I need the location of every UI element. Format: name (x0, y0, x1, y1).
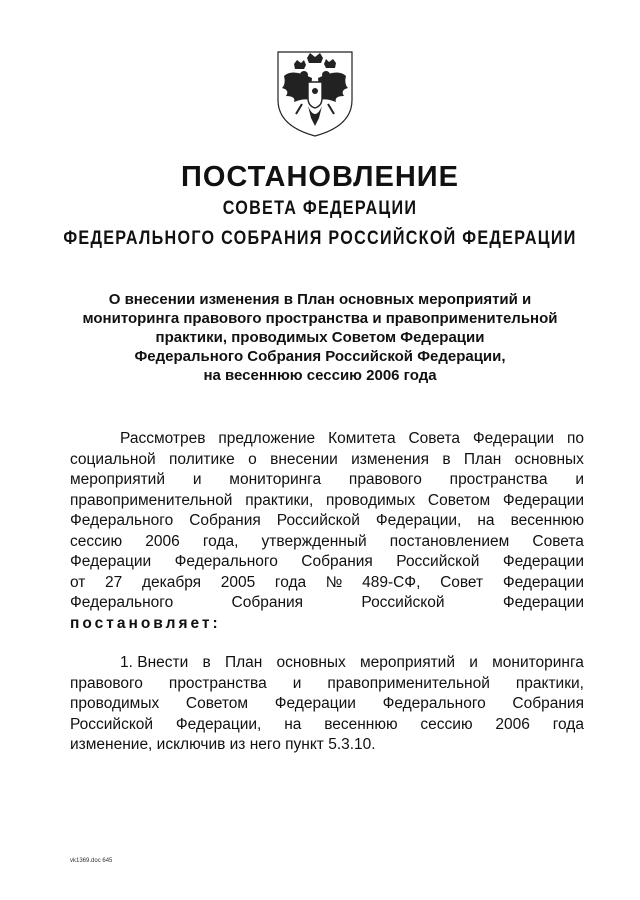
word: Федерации (274, 695, 356, 712)
word: Федерального (70, 594, 174, 611)
word: предложение (218, 430, 316, 447)
word: изменения (351, 450, 429, 468)
word: утвержденный (261, 532, 367, 550)
word: весеннюю (510, 512, 584, 529)
word: Советом (185, 695, 249, 712)
word: и (469, 654, 478, 671)
word: Советом (427, 491, 491, 509)
word: на (284, 715, 302, 733)
text-line (70, 715, 584, 736)
word: Собрания (189, 512, 261, 529)
text-line (70, 653, 584, 674)
russian-coat-of-arms-icon (272, 48, 358, 138)
word: и (575, 471, 584, 488)
text-line (70, 552, 584, 573)
word: Российской (396, 553, 480, 570)
word: № (325, 573, 343, 591)
word: Федерации (502, 553, 584, 570)
file-reference: vk1369.doc 645 (70, 858, 113, 864)
word: внесении (270, 450, 338, 468)
word: Комитета (328, 430, 396, 447)
word: Собрания (512, 695, 584, 712)
document-subject (60, 290, 580, 385)
word: Совета (408, 430, 461, 447)
subject-line: практики, проводимых Советом Федерации (155, 329, 485, 346)
word: пространства (449, 471, 548, 488)
word: о (248, 450, 257, 468)
word: 2005 (220, 573, 256, 591)
word: Федерации (502, 594, 584, 611)
word: Рассмотрев (120, 430, 206, 447)
word: проводимых (325, 491, 416, 509)
subject-line: О внесении изменения в План основных мероприятий и (108, 291, 532, 308)
word: Российской (70, 715, 154, 733)
subject-line: Федерального Собрания Российской Федерации, (134, 348, 506, 365)
word: года (552, 715, 584, 733)
word: Совета (532, 532, 584, 550)
text-line (70, 573, 584, 594)
word: в (202, 654, 211, 671)
text-line (70, 450, 584, 471)
word: года, (202, 532, 239, 550)
word: 27 (105, 573, 123, 591)
resolves-word: постановляет: (70, 614, 221, 632)
word: Собрания (301, 553, 373, 570)
word: План (463, 450, 502, 468)
word: и (292, 674, 302, 692)
word: сессию (420, 715, 473, 733)
word: от (70, 573, 86, 591)
text-line (70, 491, 584, 512)
text-line (70, 470, 584, 491)
word: пространства (168, 674, 267, 692)
word: Федерации (472, 430, 555, 447)
clause-1-last-line: изменение, исключив из него пункт 5.3.10. (70, 736, 376, 753)
word: Совет (440, 573, 484, 591)
word: Федерального (382, 695, 486, 712)
subject-line: на весеннюю сессию 2006 года (203, 367, 437, 384)
word: по (566, 430, 584, 447)
subject-line: мониторинга правового пространства и правоприменительной (82, 310, 558, 327)
word: Федерального (70, 512, 174, 529)
word: практики, (245, 491, 314, 509)
word: социальной (70, 450, 156, 468)
resolves-line (70, 614, 584, 635)
word: основных (276, 654, 346, 671)
word: политике (169, 450, 235, 468)
word: Федерации (70, 553, 152, 570)
word: на (477, 512, 495, 529)
word: Федерального (174, 553, 278, 570)
word: Федерации (502, 573, 584, 591)
preamble-paragraph (70, 429, 584, 634)
word: и (192, 471, 202, 488)
word: сессию (70, 532, 123, 550)
word: Федерации, (375, 512, 462, 529)
word: мероприятий (360, 654, 455, 671)
word: мероприятий (70, 471, 165, 488)
clause-1-paragraph (70, 653, 584, 756)
word: 489-СФ, (362, 573, 421, 591)
word: Федерации (502, 491, 584, 509)
word: проводимых (70, 695, 160, 712)
word: декабря (141, 573, 202, 591)
text-line (70, 511, 584, 532)
word: Собрания (231, 594, 304, 611)
issuer-line-1: СОВЕТА ФЕДЕРАЦИИ (222, 198, 418, 219)
text-line (70, 532, 584, 553)
word: правового (348, 471, 422, 488)
text-line (70, 674, 584, 695)
word: 1. Внести (120, 654, 189, 671)
word: весеннюю (324, 715, 398, 733)
word: мониторинга (229, 471, 322, 488)
text-line (70, 429, 584, 450)
word: План (224, 654, 263, 671)
text-line (70, 593, 584, 614)
word: 2006 (145, 532, 180, 550)
word: правового (70, 674, 143, 692)
word: 2006 (495, 715, 530, 733)
word: основных (514, 450, 584, 468)
word: Российской (361, 594, 445, 611)
word: года (274, 573, 307, 591)
word: Федерации, (175, 715, 262, 733)
issuer-line-2: ФЕДЕРАЛЬНОГО СОБРАНИЯ РОССИЙСКОЙ ФЕДЕРАЦИИ (63, 228, 577, 249)
word: постановлением (389, 532, 510, 550)
word: Российской (276, 512, 360, 529)
word: правоприменительной (70, 491, 233, 509)
word: мониторинга (492, 654, 584, 671)
word: в (442, 450, 451, 468)
word: практики, (515, 674, 584, 692)
text-line (70, 694, 584, 715)
word: правоприменительной (327, 674, 490, 692)
document-type-title: ПОСТАНОВЛЕНИЕ (181, 161, 459, 193)
